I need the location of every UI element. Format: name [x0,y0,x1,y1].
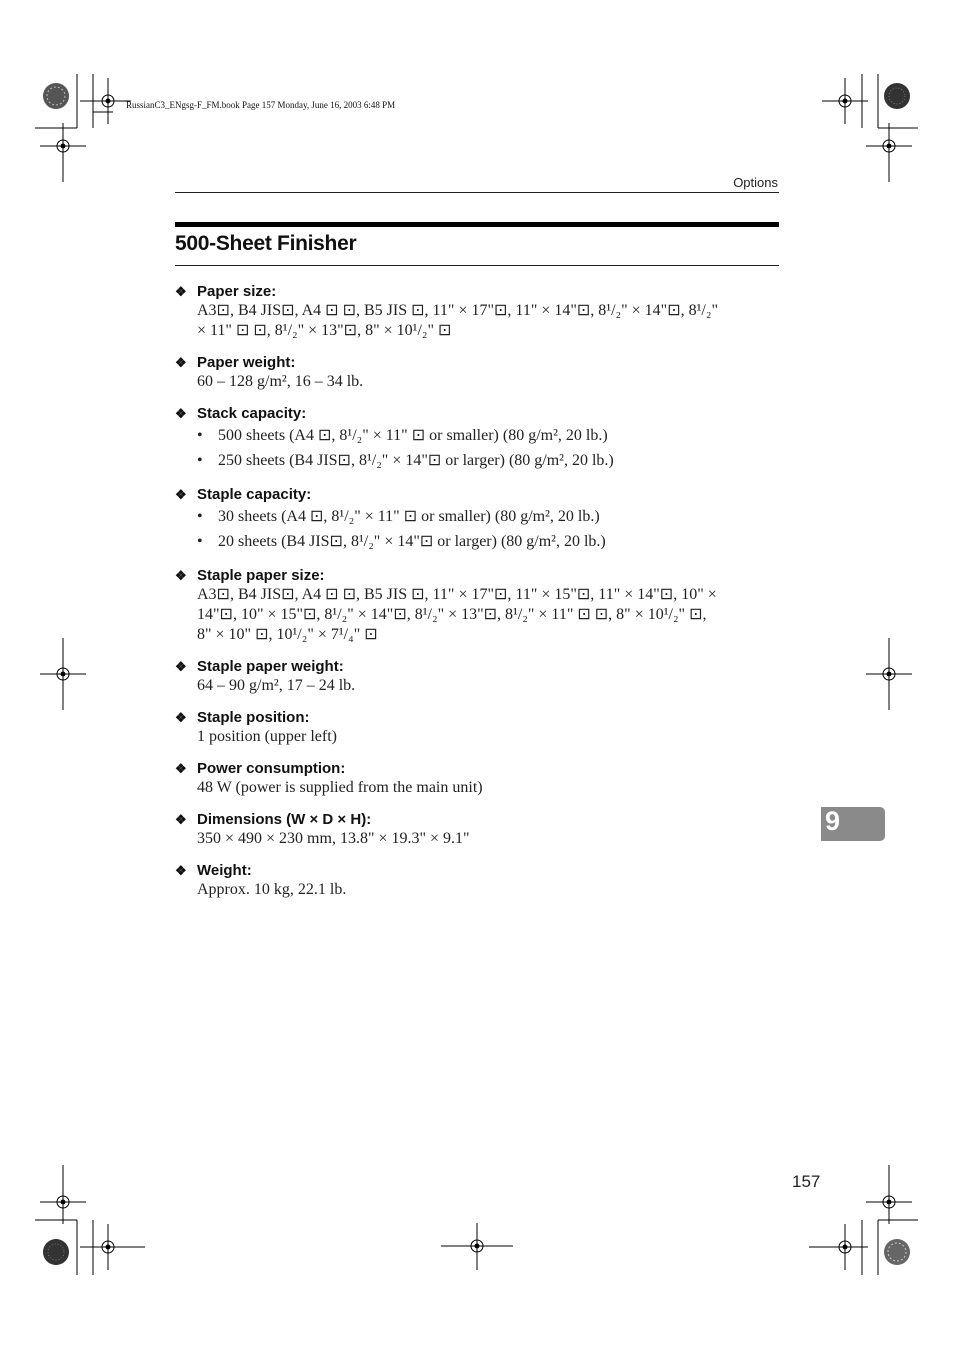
spec-list [175,282,780,912]
diamond-bullet-icon: ❖ [175,284,187,299]
spec-line: A3⊡, B4 JIS⊡, A4 ⊡ ⊡, B5 JIS ⊡, 11" × 17"⊡, 11" × 14"⊡, 8¹/₂" × 14"⊡, 8¹/₂" [197,302,718,319]
spec-stack-capacity [175,404,780,473]
spec-line: Approx. 10 kg, 22.1 lb. [197,881,347,898]
diamond-bullet-icon: ❖ [175,355,187,370]
chapter-tab [821,807,885,841]
diamond-bullet-icon: ❖ [175,659,187,674]
registration-target-top-right [884,83,910,109]
bullet-dot-icon: • [197,427,203,444]
spec-line: 14"⊡, 10" × 15"⊡, 8¹/₂" × 14"⊡, 8¹/₂" × 13"⊡, 8¹/₂" × 11" ⊡ ⊡, 8" × 10¹/₂" ⊡, [197,606,707,623]
spec-power-consumption [175,759,780,798]
bullet-dot-icon: • [197,452,203,469]
spec-staple-capacity [175,485,780,554]
list-item: • 20 sheets (B4 JIS⊡, 8¹/₂" × 14"⊡ or larger) (80 g/m², 20 lb.) [175,529,780,554]
spec-heading: Staple position: [197,709,310,726]
spec-staple-position [175,708,780,747]
spec-line: 1 position (upper left) [197,728,337,745]
spec-line: 64 – 90 g/m², 17 – 24 lb. [197,677,356,694]
title-bar [175,222,779,227]
spec-line: 48 W (power is supplied from the main unit) [197,779,483,796]
spec-heading: Staple paper weight: [197,658,344,675]
spec-heading: Stack capacity: [197,405,307,422]
spec-weight [175,861,780,900]
list-item: • 250 sheets (B4 JIS⊡, 8¹/₂" × 14"⊡ or larger) (80 g/m², 20 lb.) [175,448,780,473]
spec-paper-weight [175,353,780,392]
diamond-bullet-icon: ❖ [175,863,187,878]
spec-heading: Paper weight: [197,354,296,371]
registration-target-bottom-left [43,1239,69,1265]
header-rule [175,192,779,193]
spec-line: 8" × 10" ⊡, 10¹/₂" × 7¹/₄" ⊡ [197,626,378,643]
spec-heading: Dimensions (W × D × H): [197,811,372,828]
diamond-bullet-icon: ❖ [175,710,187,725]
spec-heading: Staple capacity: [197,486,312,503]
page-title: 500-Sheet Finisher [175,232,357,255]
spec-staple-paper-weight [175,657,780,696]
title-rule [175,265,779,266]
spec-line: 60 – 128 g/m², 16 – 34 lb. [197,373,364,390]
diamond-bullet-icon: ❖ [175,812,187,827]
spec-dimensions [175,810,780,849]
list-item: • 500 sheets (A4 ⊡, 8¹/₂" × 11" ⊡ or smaller) (80 g/m², 20 lb.) [175,423,780,448]
bullet-dot-icon: • [197,508,203,525]
bullet-dot-icon: • [197,533,203,550]
list-item: • 30 sheets (A4 ⊡, 8¹/₂" × 11" ⊡ or smaller) (80 g/m², 20 lb.) [175,504,780,529]
diamond-bullet-icon: ❖ [175,761,187,776]
running-header: Options [733,175,778,190]
spec-heading: Power consumption: [197,760,346,777]
spec-heading: Paper size: [197,283,277,300]
spec-line: A3⊡, B4 JIS⊡, A4 ⊡ ⊡, B5 JIS ⊡, 11" × 17"⊡, 11" × 15"⊡, 11" × 14"⊡, 10" × [197,586,717,603]
registration-target-bottom-right [884,1239,910,1265]
diamond-bullet-icon: ❖ [175,568,187,583]
page-number: 157 [792,1172,821,1191]
spec-paper-size [175,282,780,341]
spec-line: 350 × 490 × 230 mm, 13.8" × 19.3" × 9.1" [197,830,470,847]
spec-heading: Weight: [197,862,252,879]
spec-staple-paper-size [175,566,780,645]
chapter-number: 9 [825,806,841,836]
print-info: RussianC3_ENgsg-F_FM.book Page 157 Monday, June 16, 2003 6:48 PM [126,100,396,110]
diamond-bullet-icon: ❖ [175,487,187,502]
spec-heading: Staple paper size: [197,567,325,584]
registration-target-top-left [43,83,69,109]
diamond-bullet-icon: ❖ [175,406,187,421]
spec-line: × 11" ⊡ ⊡, 8¹/₂" × 13"⊡, 8" × 10¹/₂" ⊡ [197,322,452,339]
